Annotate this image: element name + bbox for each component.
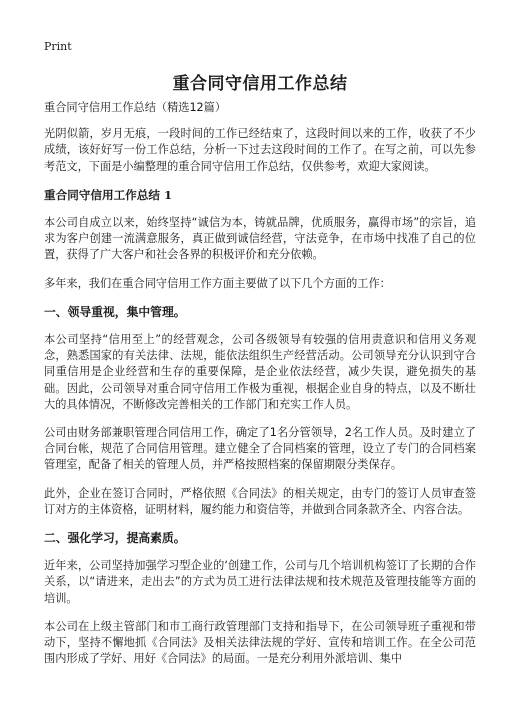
section-title: 重合同守信用工作总结 1: [44, 187, 173, 202]
paragraph-4: 公司由财务部兼职管理合同信用工作，确定了1名分管领导，2名工作人员。及时建立了合同台帐，规范了合同信用管理。建立健全了合同档案的管理，设立了专门的合同档案管理室，配备了相关的管理人员，并严格按照档案的保留期限分类保存。: [44, 426, 476, 472]
paragraph-2: 多年来，我们在重合同守信用工作方面主要做了以下几个方面的工作：: [44, 276, 391, 290]
paragraph-6: 近年来，公司坚持加强学习型企业的‘创建工作，公司与几个培训机构签订了长期的合作关系，以“请进来，走出去”的方式为员工进行法律法规和技术规范及管理技能等方面的培训。: [44, 559, 476, 605]
paragraph-7: 本公司在上级主管部门和市工商行政管理部门支持和指导下，在公司领导班子重视和带动下，坚持不懈地抓《合同法》及相关法律法规的学好、宣传和培训工作。在全公司范围内形成了学好、用好《合同法》的局面。一是充分利用外派培训、集中: [44, 619, 476, 666]
heading-1: 一、领导重视，集中管理。: [44, 304, 186, 319]
document-body: [44, 100, 476, 679]
heading-2: 二、强化学习，提高素质。: [44, 531, 186, 546]
print-label: Print: [44, 40, 72, 53]
paragraph-1: 本公司自成立以来，始终坚持“诚信为本，铸就品牌，优质服务，赢得市场”的宗旨，追求为客户创建一流满意服务，真正做到诚信经营，守法竞争，在市场中找准了自己的位置，获得了广大客户和社会各界的积极评价和充分依赖。: [44, 216, 476, 262]
paragraph-3: 本公司坚持“信用至上”的经营观念，公司各级领导有较强的信用责意识和信用义务观念，熟悉国家的有关法律、法规，能依法组织生产经营活动。公司领导充分认识到守合同重信用是企业经营和生存的重要保障，是企业依法经营，减少失误，避免损失的基础。因此，公司领导对重合同守信用工作极为重视，根据企业自身的特点，以及不断壮大的具体情况，不断修改完善相关的工作部门和充实工作人员。: [44, 333, 476, 411]
intro-paragraph: 光阴似箭，岁月无痕，一段时间的工作已经结束了，这段时间以来的工作，收获了不少成绩，该好好写一份工作总结，分析一下过去这段时间的工作了。在写之前，可以先参考范文，下面是小编整理的重合同守信用工作总结，仅供参考，欢迎大家阅读。: [44, 127, 476, 173]
document-subtitle: 重合同守信用工作总结（精选12篇）: [44, 101, 227, 114]
paragraph-5: 此外，企业在签订合同时，严格依照《合同法》的相关规定，由专门的签订人员审查签订对方的主体资格，证明材料，履约能力和资信等，并做到合同条款齐全、内容合法。: [44, 486, 476, 516]
document-title: 重合同守信用工作总结: [172, 74, 348, 94]
